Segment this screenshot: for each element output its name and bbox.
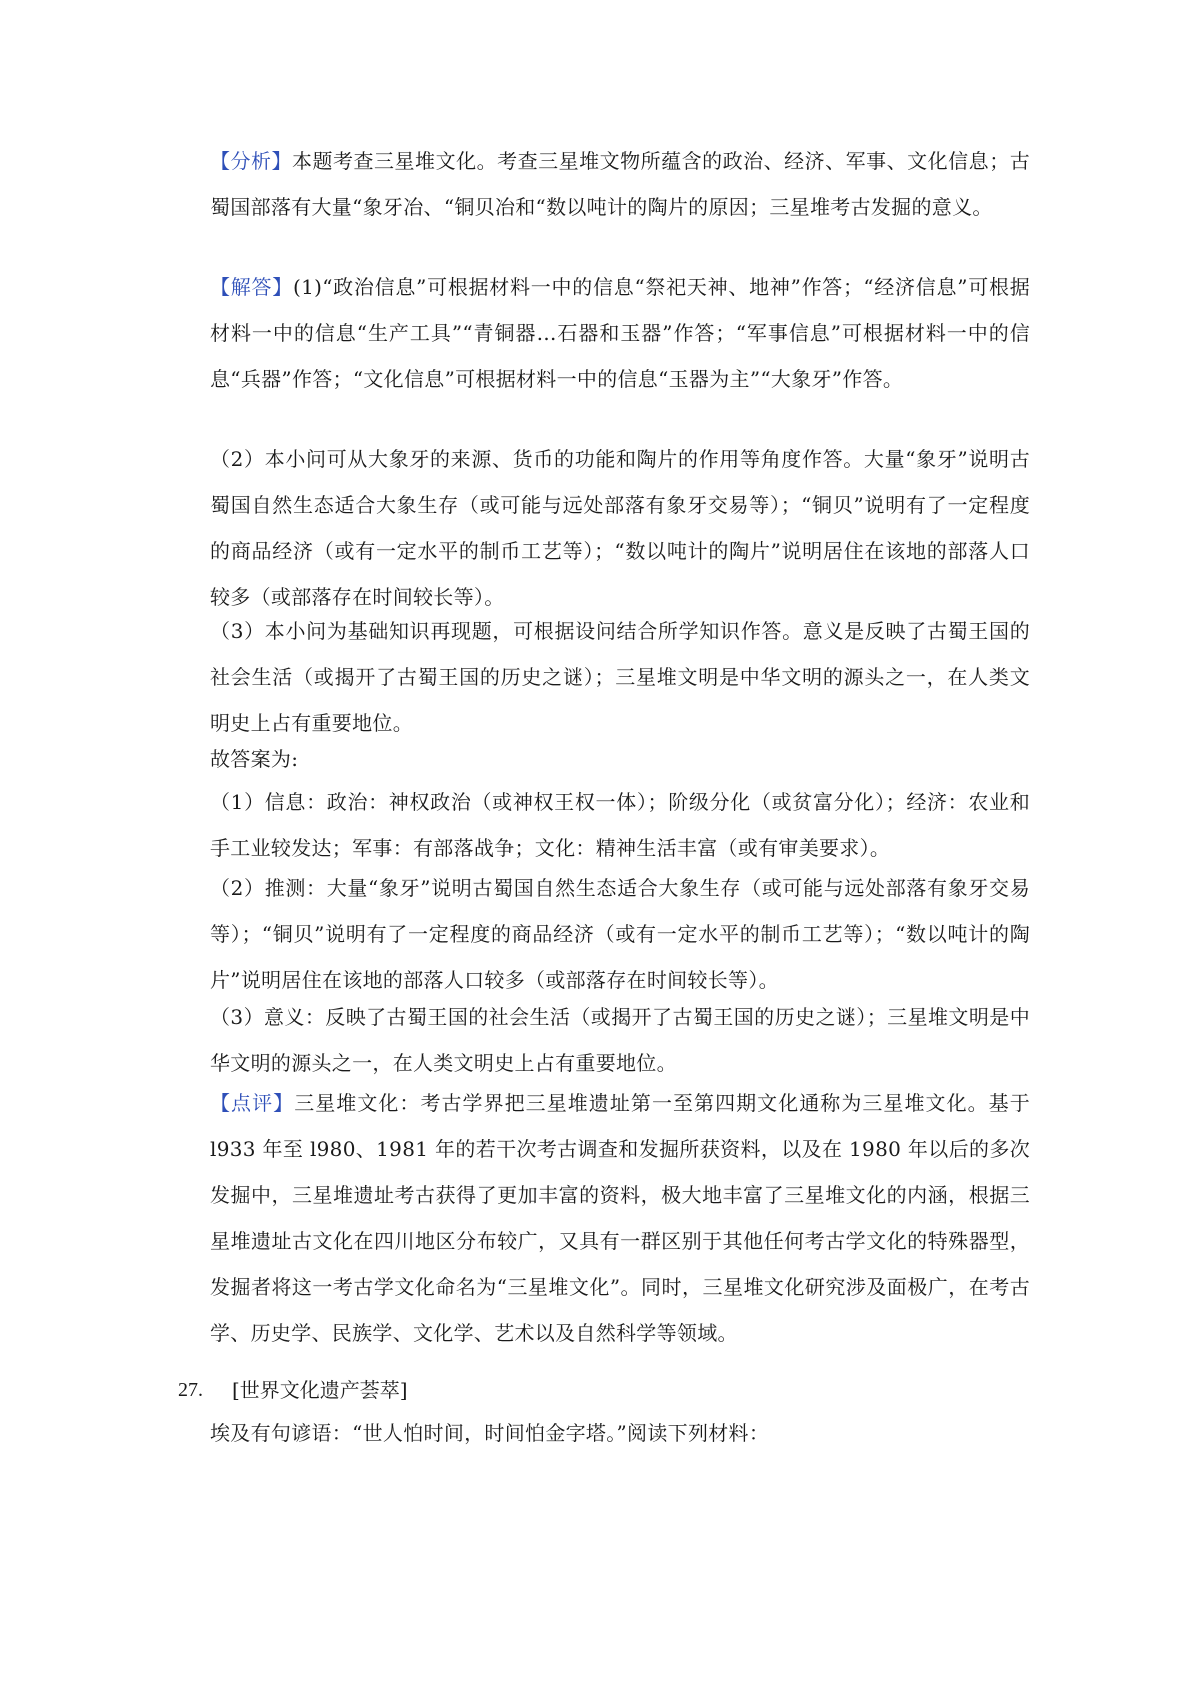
comment-paragraph bbox=[210, 1080, 1030, 1356]
question-title: [世界文化遗产荟萃] bbox=[232, 1378, 408, 1402]
analysis-paragraph bbox=[210, 138, 1030, 230]
question-text: 埃及有句谚语：“世人怕时间，时间怕金字塔。”阅读下列材料： bbox=[210, 1421, 770, 1445]
answer-paragraph bbox=[210, 264, 1030, 402]
answer-text: (1)“政治信息”可根据材料一中的信息“祭祀天神、地神”作答；“经济信息”可根据材料一中的信息“生产工具”“青铜器…石器和玉器”作答；“军事信息”可根据材料一中的信息“兵器”作答；“文化信息”可根据材料一中的信息“玉器为主”“大象牙”作答。 bbox=[210, 275, 1031, 391]
analysis-tag: 【分析】 bbox=[210, 149, 293, 173]
final-answer-1: （1）信息：政治：神权政治（或神权王权一体）；阶级分化（或贫富分化）；经济：农业和手工业较发达；军事：有部落战争；文化：精神生活丰富（或有审美要求）。 bbox=[210, 790, 1030, 860]
answer-intro: 故答案为: bbox=[210, 747, 299, 771]
final-answer-2: （2）推测：大量“象牙”说明古蜀国自然生态适合大象生存（或可能与远处部落有象牙交易等）；“铜贝”说明有了一定程度的商品经济（或有一定水平的制币工艺等）；“数以吨计的陶片”说明居住在该地的部落人口较多（或部落存在时间较长等）。 bbox=[210, 876, 1030, 992]
comment-text: 三星堆文化：考古学界把三星堆遗址第一至第四期文化通称为三星堆文化。基于 l933 年至 l980、1981 年的若干次考古调查和发掘所获资料，以及在 1980 年以后的多次发掘中，三星堆遗址考古获得了更加丰富的资料，极大地丰富了三星堆文化的内涵，根据三星堆遗址古文化在四川地区分布较广，又具有一群区别于其他任何考古学文化的特殊器型，发掘者将这一考古学文化命名为“三星堆文化”。同时，三星堆文化研究涉及面极广，在考古学、历史学、民族学、文化学、艺术以及自然科学等领域。 bbox=[210, 1091, 1031, 1345]
answer-tag: 【解答】 bbox=[210, 275, 293, 299]
comment-tag: 【点评】 bbox=[210, 1091, 295, 1115]
answer-part3: （3）本小问为基础知识再现题，可根据设问结合所学知识作答。意义是反映了古蜀王国的社会生活（或揭开了古蜀王国的历史之谜）；三星堆文明是中华文明的源头之一，在人类文明史上占有重要地位。 bbox=[210, 619, 1030, 735]
answer-part2: （2）本小问可从大象牙的来源、货币的功能和陶片的作用等角度作答。大量“象牙”说明古蜀国自然生态适合大象生存（或可能与远处部落有象牙交易等）；“铜贝”说明有了一定程度的商品经济（或有一定水平的制币工艺等）；“数以吨计的陶片”说明居住在该地的部落人口较多（或部落存在时间较长等）。 bbox=[210, 447, 1030, 609]
question-number: 27. bbox=[178, 1379, 203, 1401]
analysis-text: 本题考查三星堆文化。考查三星堆文物所蕴含的政治、经济、军事、文化信息；古蜀国部落有大量“象牙冶、“铜贝冶和“数以吨计的陶片的原因；三星堆考古发掘的意义。 bbox=[210, 149, 1030, 219]
final-answer-3: （3）意义：反映了古蜀王国的社会生活（或揭开了古蜀王国的历史之谜）；三星堆文明是中华文明的源头之一，在人类文明史上占有重要地位。 bbox=[210, 1005, 1030, 1075]
